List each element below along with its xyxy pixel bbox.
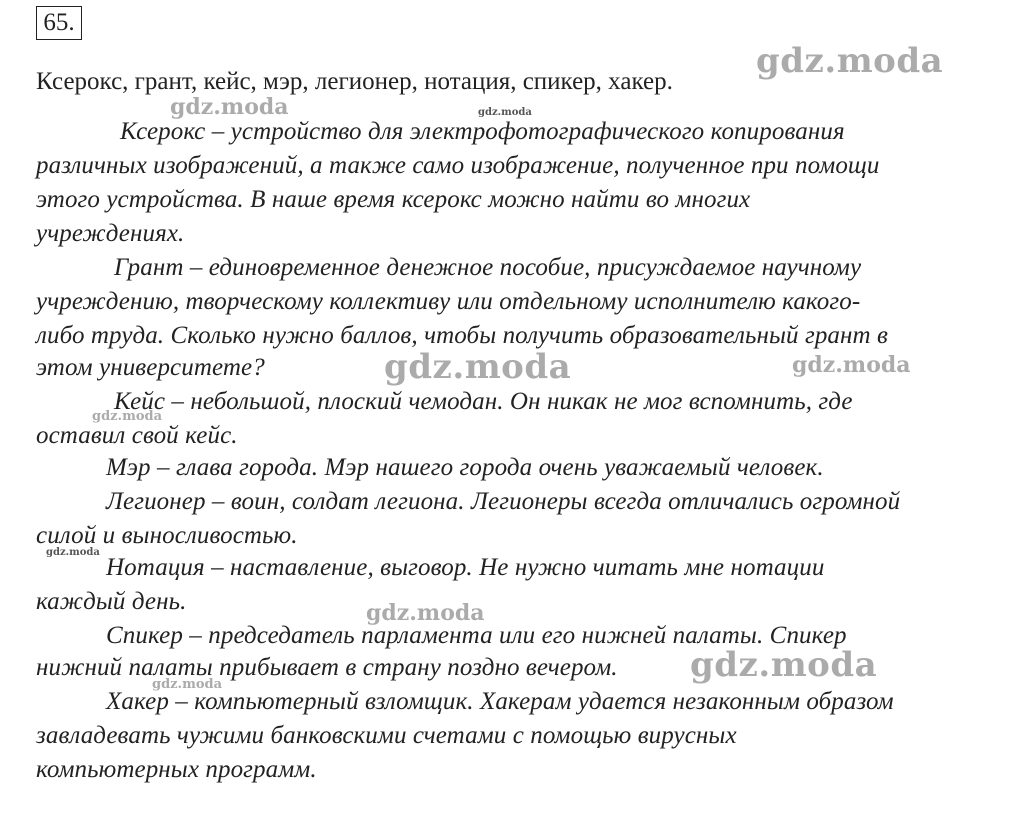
text-line: либо труда. Сколько нужно баллов, чтобы получить образовательный грант в: [36, 322, 888, 349]
watermark: gdz.moda: [152, 677, 223, 692]
text-line: оставил свой кейс.: [36, 422, 238, 449]
watermark: gdz.moda: [46, 547, 100, 558]
text-line: Нотация – наставление, выговор. Не нужно читать мне нотации: [106, 554, 825, 581]
text-line: завладевать чужими банковскими счетами с помощью вирусных: [36, 722, 737, 749]
text-line: учреждению, творческому коллективу или отдельному исполнителю какого-: [36, 288, 861, 315]
watermark: gdz.moda: [384, 347, 572, 387]
watermark: gdz.moda: [170, 94, 289, 120]
watermark: gdz.moda: [690, 645, 878, 685]
watermark: gdz.moda: [366, 600, 485, 626]
watermark: gdz.moda: [92, 409, 163, 424]
text-line: этом университете?: [36, 354, 265, 381]
text-line: силой и выносливостью.: [36, 522, 298, 549]
word-list: Ксерокс, грант, кейс, мэр, легионер, нотация, спикер, хакер.: [36, 68, 673, 95]
text-line: каждый день.: [36, 588, 187, 615]
watermark: gdz.moda: [478, 107, 532, 118]
text-line: Хакер – компьютерный взломщик. Хакерам удается незаконным образом: [106, 688, 894, 715]
text-line: Легионер – воин, солдат легиона. Легионеры всегда отличались огромной: [106, 488, 901, 515]
watermark: gdz.moda: [756, 41, 944, 81]
text-line: Грант – единовременное денежное пособие, присуждаемое научному: [114, 254, 862, 281]
text-line: Кейс – небольшой, плоский чемодан. Он никак не мог вспомнить, где: [114, 388, 853, 415]
text-line: компьютерных программ.: [36, 756, 317, 783]
exercise-number: 65.: [36, 6, 82, 40]
text-line: Спикер – председатель парламента или его нижней палаты. Спикер: [106, 622, 847, 649]
watermark: gdz.moda: [792, 352, 911, 378]
text-line: этого устройства. В наше время ксерокс можно найти во многих: [36, 186, 751, 213]
text-line: учреждениях.: [36, 220, 185, 247]
text-line: нижний палаты прибывает в страну поздно вечером.: [36, 654, 618, 681]
text-line: различных изображений, а также само изображение, полученное при помощи: [36, 152, 880, 179]
text-line: Мэр – глава города. Мэр нашего города очень уважаемый человек.: [106, 454, 824, 481]
text-line: Ксерокс – устройство для электрофотографического копирования: [120, 118, 845, 145]
